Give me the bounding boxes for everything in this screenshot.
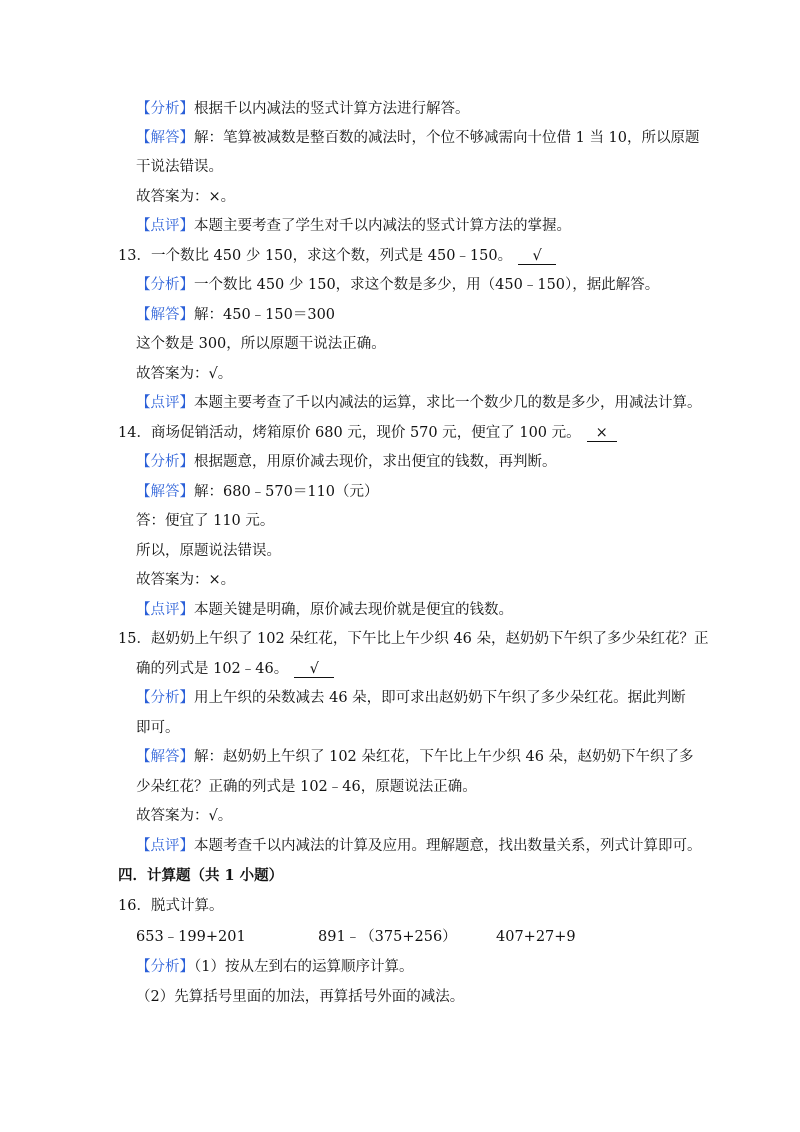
q12-answer-text-1: 解：笔算被减数是整百数的减法时，个位不够减需向十位借 1 当 10，所以原题 bbox=[194, 130, 700, 146]
q12-comment-line bbox=[136, 216, 571, 236]
analysis-tag: 【分析】 bbox=[136, 277, 194, 293]
q15-answer-mark: √ bbox=[294, 661, 334, 678]
q14-answer-line bbox=[136, 482, 379, 502]
q15-comment-text: 本题考查千以内减法的计算及应用。理解题意，找出数量关系，列式计算即可。 bbox=[194, 838, 702, 854]
q13-final-answer: 故答案为：√。 bbox=[136, 366, 233, 382]
q14-final-answer: 故答案为：×。 bbox=[136, 572, 236, 588]
q12-analysis-line bbox=[136, 99, 470, 119]
q13-comment-text: 本题主要考查了千以内减法的运算，求比一个数少几的数是多少，用减法计算。 bbox=[194, 395, 702, 411]
q13-answer-text: 解：450﹣150＝300 bbox=[194, 307, 336, 323]
analysis-tag: 【分析】 bbox=[136, 959, 194, 975]
answer-tag: 【解答】 bbox=[136, 484, 194, 500]
q15-stem-line-1: 15．赵奶奶上午织了 102 朵红花，下午比上午少织 46 朵，赵奶奶下午织了多少朵红花？正 bbox=[118, 631, 709, 647]
q16-expression-1: 653﹣199+201 bbox=[136, 929, 246, 945]
comment-tag: 【点评】 bbox=[136, 395, 194, 411]
comment-tag: 【点评】 bbox=[136, 602, 194, 618]
q15-answer-line-1 bbox=[136, 747, 694, 767]
q14-comment-text: 本题关键是明确，原价减去现价就是便宜的钱数。 bbox=[194, 602, 513, 618]
answer-tag: 【解答】 bbox=[136, 130, 194, 146]
q12-analysis-text: 根据千以内减法的竖式计算方法进行解答。 bbox=[194, 101, 470, 117]
comment-tag: 【点评】 bbox=[136, 838, 194, 854]
q15-stem-line-2 bbox=[136, 659, 334, 679]
q16-expression-3: 407+27+9 bbox=[496, 929, 576, 945]
q15-stem-2: 确的列式是 102﹣46。 bbox=[136, 661, 289, 677]
section-title: 四．计算题（共 1 小题） bbox=[118, 867, 284, 884]
q15-answer-text-1: 解：赵奶奶上午织了 102 朵红花，下午比上午少织 46 朵，赵奶奶下午织了多 bbox=[194, 749, 694, 765]
analysis-tag: 【分析】 bbox=[136, 454, 194, 470]
q13-stem: 13．一个数比 450 少 150，求这个数，列式是 450﹣150。 bbox=[118, 248, 513, 264]
q13-stem-line bbox=[118, 246, 556, 266]
q15-analysis-line-2: 即可。 bbox=[136, 720, 180, 736]
q15-answer-line-2: 少朵红花？正确的列式是 102﹣46，原题说法正确。 bbox=[136, 779, 477, 795]
q13-answer-line-2: 这个数是 300，所以原题干说法正确。 bbox=[136, 336, 386, 352]
analysis-tag: 【分析】 bbox=[136, 690, 194, 706]
q15-final-answer: 故答案为：√。 bbox=[136, 808, 233, 824]
q16-analysis-text-1: （1）按从左到右的运算顺序计算。 bbox=[194, 959, 414, 975]
q15-analysis-line-1 bbox=[136, 688, 686, 708]
q12-answer-line-2: 干说法错误。 bbox=[136, 159, 223, 175]
q15-comment-line bbox=[136, 836, 702, 856]
q12-comment-text: 本题主要考查了学生对千以内减法的竖式计算方法的掌握。 bbox=[194, 218, 571, 234]
q14-analysis-line bbox=[136, 452, 557, 472]
q16-stem: 16．脱式计算。 bbox=[118, 898, 224, 914]
q13-answer-mark: √ bbox=[518, 248, 556, 265]
q14-analysis-text: 根据题意，用原价减去现价，求出便宜的钱数，再判断。 bbox=[194, 454, 557, 470]
q14-answer-line-2: 答：便宜了 110 元。 bbox=[136, 513, 275, 529]
q12-final-answer: 故答案为：×。 bbox=[136, 189, 236, 205]
q14-answer-mark: × bbox=[587, 425, 617, 442]
q13-analysis-line bbox=[136, 275, 659, 295]
q16-expression-2: 891﹣（375+256） bbox=[318, 929, 457, 945]
q16-analysis-line-1 bbox=[136, 957, 413, 977]
q14-answer-text: 解：680﹣570＝110（元） bbox=[194, 484, 379, 500]
q14-stem-line bbox=[118, 423, 617, 443]
q14-answer-line-3: 所以，原题说法错误。 bbox=[136, 543, 281, 559]
q14-comment-line bbox=[136, 600, 513, 620]
q13-answer-line bbox=[136, 305, 335, 325]
answer-tag: 【解答】 bbox=[136, 307, 194, 323]
answer-tag: 【解答】 bbox=[136, 749, 194, 765]
q16-analysis-line-2: （2）先算括号里面的加法，再算括号外面的减法。 bbox=[136, 989, 465, 1005]
q14-stem: 14．商场促销活动，烤箱原价 680 元，现价 570 元，便宜了 100 元。 bbox=[118, 425, 581, 441]
q13-comment-line bbox=[136, 393, 702, 413]
q12-answer-line-1 bbox=[136, 128, 700, 148]
q13-analysis-text: 一个数比 450 少 150，求这个数是多少，用（450﹣150），据此解答。 bbox=[194, 277, 660, 293]
comment-tag: 【点评】 bbox=[136, 218, 194, 234]
q15-analysis-text-1: 用上午织的朵数减去 46 朵，即可求出赵奶奶下午织了多少朵红花。据此判断 bbox=[194, 690, 686, 706]
analysis-tag: 【分析】 bbox=[136, 101, 194, 117]
